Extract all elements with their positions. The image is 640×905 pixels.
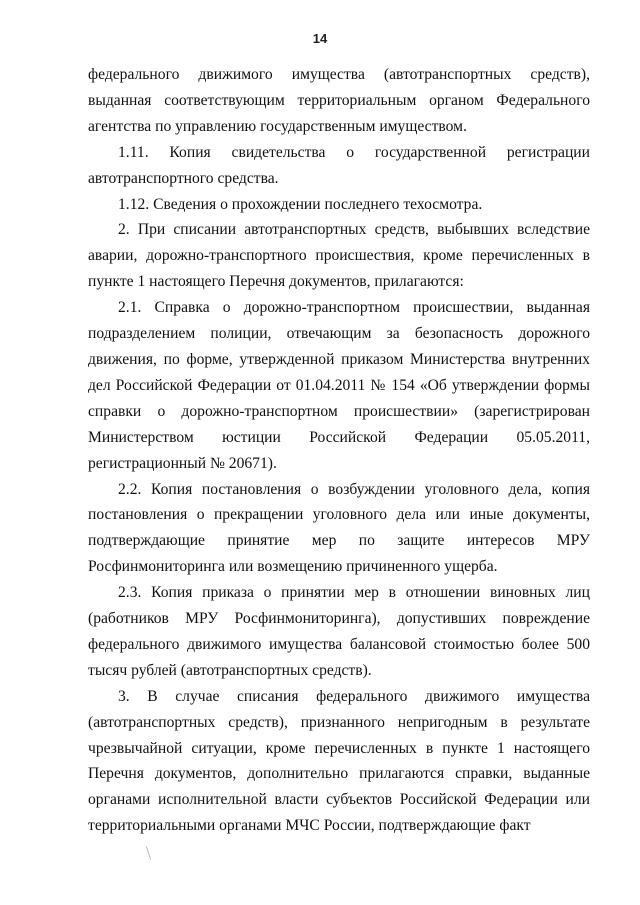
paragraph-2-3: 2.3. Копия приказа о принятии мер в отношении виновных лиц (работников МРУ Росфинмониторинга), допустивших повреждение федерального движимого имущества балансовой стоимостью более 500 тысяч рублей (автотранспортных средств).: [88, 584, 590, 679]
paragraph-2-2: 2.2. Копия постановления о возбуждении уголовного дела, копия постановления о прекращении уголовного дела или иные документы, подтверждающие принятие мер по защите интересов МРУ Росфинмониторинга или возмещению причиненного ущерба.: [88, 480, 590, 576]
paragraph-2: 2. При списании автотранспортных средств, выбывших вследствие аварии, дорожно-транспортного происшествия, кроме перечисленных в пункте 1 настоящего Перечня документов, прилагаются:: [88, 221, 590, 291]
paragraph-1-12: 1.12. Сведения о прохождении последнего техосмотра.: [118, 195, 483, 213]
pen-mark: [146, 846, 151, 860]
document-body: [88, 62, 590, 839]
paragraph-2-1: 2.1. Справка о дорожно-транспортном происшествии, выданная подразделением полиции, отвечающим за безопасность дорожного движения, по форме, утвержденной приказом Министерства внутренних дел Российской Федерации от 01.04.2011 № 154 «Об утверждении формы справки о дорожно-транспортном происшествии» (зарегистрирован Министерством юстиции Российской Федерации 05.05.2011, регистрационный № 20671).: [88, 299, 590, 472]
paragraph-1-11: 1.11. Копия свидетельства о государственной регистрации автотранспортного средства.: [88, 143, 590, 187]
page-number: 14: [312, 31, 328, 46]
paragraph-continuation: федерального движимого имущества (автотранспортных средств), выданная соответствующим территориальным органом Федерального агентства по управлению государственным имуществом.: [88, 66, 590, 135]
paragraph-3: 3. В случае списания федерального движимого имущества (автотранспортных средств), признанного непригодным в результате чрезвычайной ситуации, кроме перечисленных в пункте 1 настоящего Перечня документов, дополнительно прилагаются справки, выданные органами исполнительной власти субъектов Российской Федерации или территориальными органами МЧС России, подтверждающие факт: [88, 687, 590, 835]
